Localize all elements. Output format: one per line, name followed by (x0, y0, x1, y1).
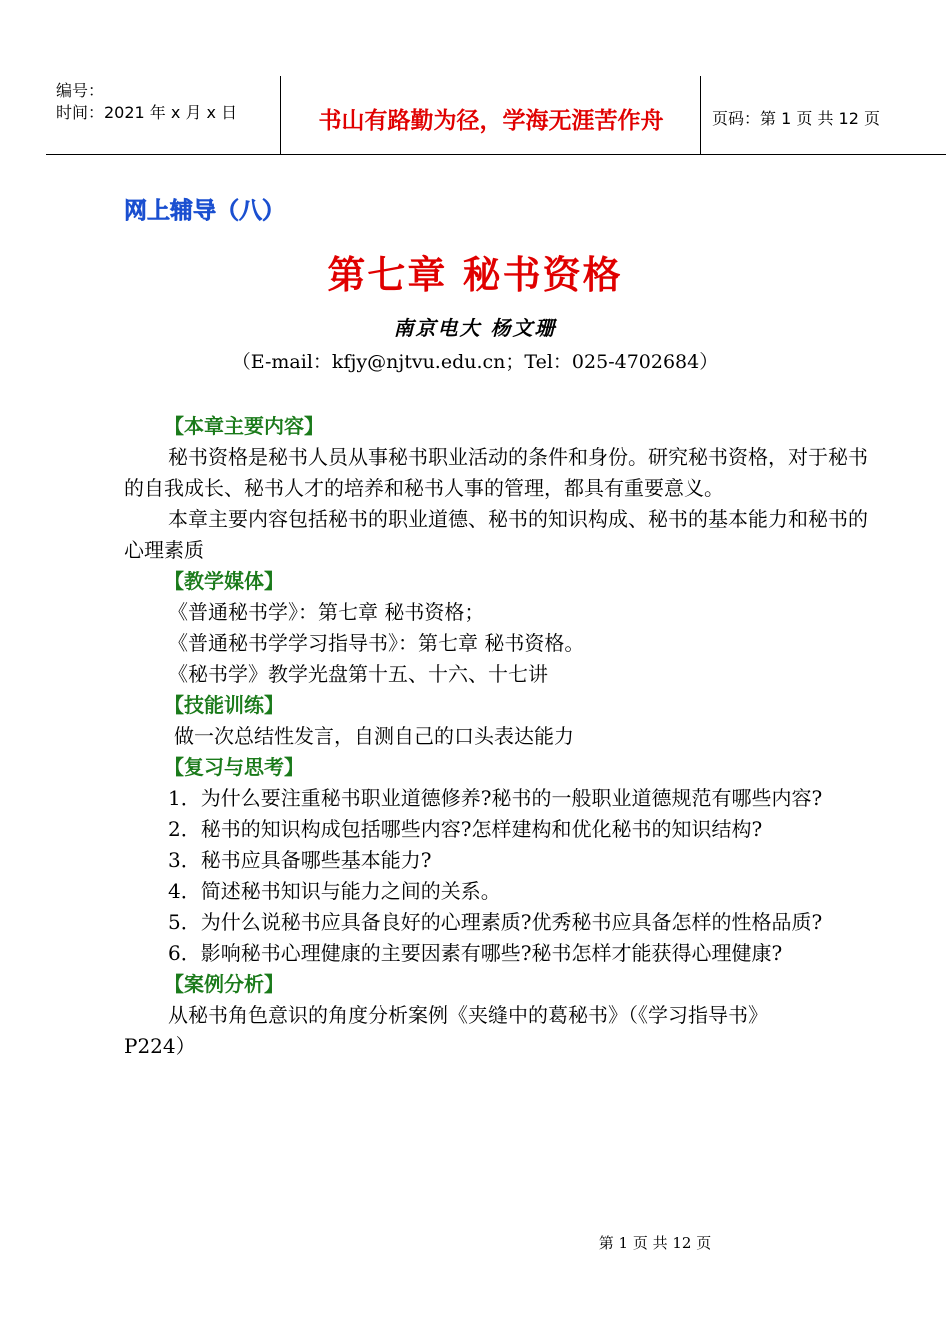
paragraph: 秘书资格是秘书人员从事秘书职业活动的条件和身份。研究秘书资格，对于秘书的自我成长、秘书人才的培养和秘书人事的管理，都具有重要意义。 (124, 445, 868, 500)
list-item: 3．秘书应具备哪些基本能力? (168, 848, 432, 872)
page-header (46, 76, 946, 155)
header-number: 编号： (56, 81, 105, 100)
chapter-title: 第七章 秘书资格 (327, 252, 623, 297)
paragraph: 从秘书角色意识的角度分析案例《夹缝中的葛秘书》（《学习指导书》P224） (124, 1003, 768, 1058)
list-item: 6．影响秘书心理健康的主要因素有哪些?秘书怎样才能获得心理健康? (168, 941, 783, 965)
header-time: 时间：2021 年 x 月 x 日 (56, 103, 238, 122)
header-motto: 书山有路勤为径，学海无涯苦作舟 (318, 107, 664, 134)
header-divider (700, 76, 701, 154)
list-item: 《秘书学》教学光盘第十五、十六、十七讲 (168, 662, 548, 686)
list-item: 2．秘书的知识构成包括哪些内容?怎样建构和优化秘书的知识结构? (168, 817, 763, 841)
list-item: 《普通秘书学》：第七章 秘书资格； (168, 600, 485, 624)
section-heading: 【复习与思考】 (164, 755, 304, 779)
section-heading: 【案例分析】 (164, 972, 284, 996)
page-footer: 第 1 页 共 12 页 (598, 1234, 712, 1252)
section-heading: 【技能训练】 (164, 693, 284, 717)
section-heading: 【教学媒体】 (164, 569, 284, 593)
header-page-number: 页码：第 1 页 共 12 页 (712, 109, 880, 128)
section-heading: 【本章主要内容】 (164, 414, 324, 438)
document-body (124, 411, 884, 1062)
header-divider (280, 76, 281, 154)
header-meta (56, 80, 237, 124)
paragraph: 本章主要内容包括秘书的职业道德、秘书的知识构成、秘书的基本能力和秘书的心理素质 (124, 507, 868, 562)
doc-kicker: 网上辅导（八） (124, 198, 285, 224)
author-line: 南京电大 杨文珊 (393, 316, 557, 340)
list-item: 4．简述秘书知识与能力之间的关系。 (168, 879, 501, 903)
contact-line: （E-mail：kfjy@njtvu.edu.cn；Tel：025-4702684） (231, 351, 719, 373)
list-item: 1．为什么要注重秘书职业道德修养?秘书的一般职业道德规范有哪些内容? (168, 786, 823, 810)
paragraph: 做一次总结性发言，自测自己的口头表达能力 (174, 724, 574, 748)
list-item: 《普通秘书学学习指导书》：第七章 秘书资格。 (168, 631, 585, 655)
list-item: 5．为什么说秘书应具备良好的心理素质?优秀秘书应具备怎样的性格品质? (168, 910, 823, 934)
